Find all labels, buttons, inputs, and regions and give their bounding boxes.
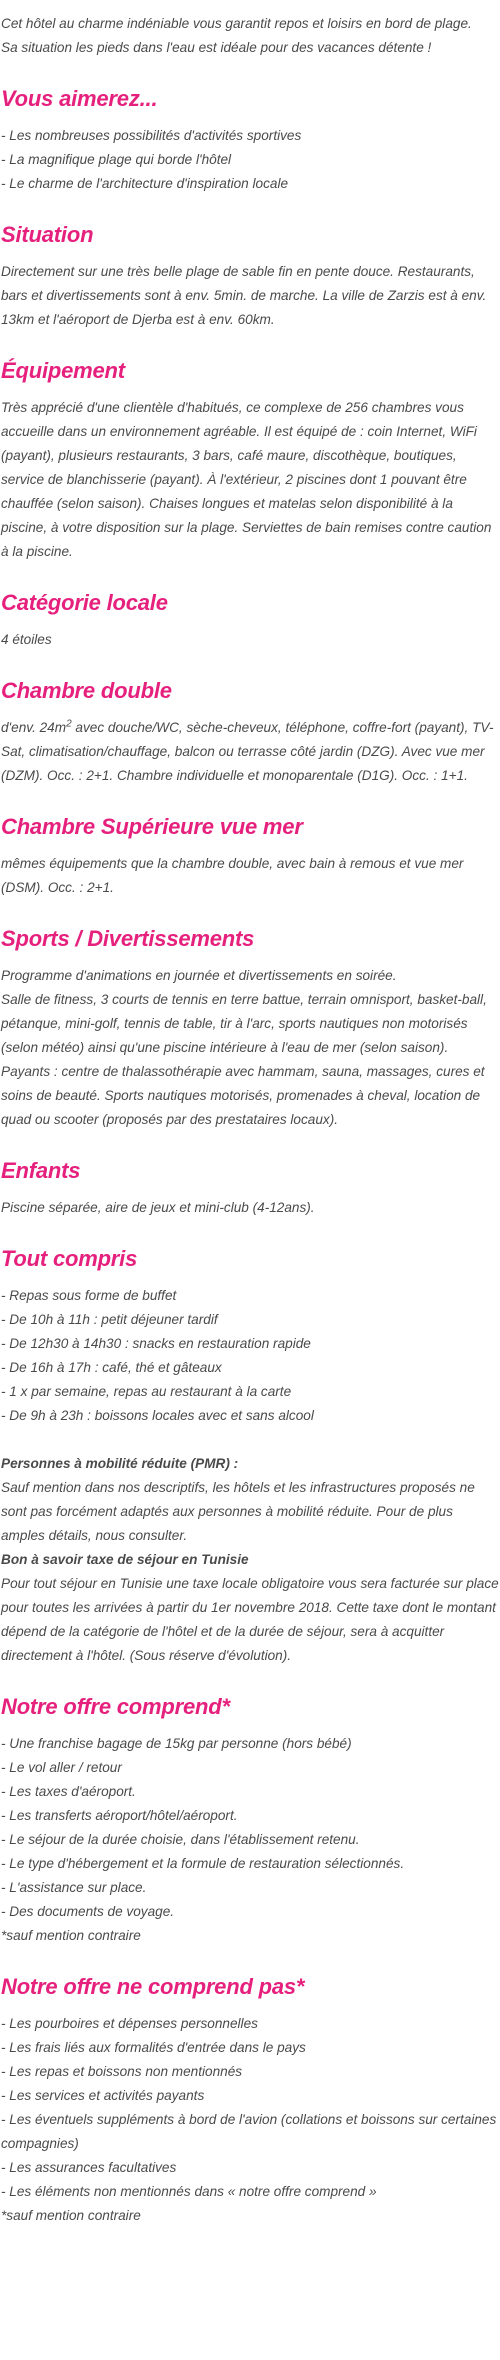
section-title: Tout compris: [1, 1246, 138, 1271]
section-title: Catégorie locale: [1, 590, 168, 615]
list-item: - Le type d'hébergement et la formule de restauration sélectionnés.: [1, 1856, 405, 1871]
list-item: - Les frais liés aux formalités d'entrée dans le pays: [1, 2040, 306, 2055]
room-details-text: avec douche/WC, sèche-cheveux, téléphone, coffre-fort (payant), TV-Sat, climatisation/chauffage, balcon ou terrasse côté jardin (DZG). Avec vue mer (DZM). Occ. : 2+1. Chambre individuelle et monoparentale (D1G). Occ. : 1+1.: [1, 720, 494, 783]
list-item: - Les repas et boissons non mentionnés: [1, 2064, 243, 2079]
hotel-description: [0, 12, 500, 2228]
section-title: Vous aimerez...: [1, 86, 158, 111]
list-item: - De 12h30 à 14h30 : snacks en restauration rapide: [1, 1336, 311, 1351]
section-chambre-double: [1, 676, 500, 788]
list-item: - Les taxes d'aéroport.: [1, 1784, 136, 1799]
list-item: - Les services et activités payants: [1, 2088, 205, 2103]
section-title: Sports / Divertissements: [1, 926, 255, 951]
section-vous-aimerez: [1, 84, 500, 196]
section-text: [1, 716, 500, 788]
spacer: [1, 1428, 500, 1452]
footnote: *sauf mention contraire: [1, 2208, 141, 2223]
included-list: [1, 1732, 500, 1948]
list-item: - Les pourboires et dépenses personnelles: [1, 2016, 258, 2031]
section-sports: [1, 924, 500, 1132]
pmr-heading: Personnes à mobilité réduite (PMR) :: [1, 1456, 239, 1471]
section-text: 4 étoiles: [1, 632, 52, 647]
section-title: Équipement: [1, 358, 125, 383]
pmr-text: Sauf mention dans nos descriptifs, les hôtels et les infrastructures proposés ne sont pas forcément adaptés aux personnes à mobilité réduite. Pour de plus amples détails, nous consulter.: [1, 1480, 475, 1543]
section-text: Salle de fitness, 3 courts de tennis en terre battue, terrain omnisport, basket-ball, pétanque, mini-golf, tennis de table, tir à l'arc, sports nautiques non motorisés (selon météo) ainsi qu'une piscine intérieure à l'eau de mer (selon saison).: [1, 992, 487, 1055]
section-title: Notre offre comprend*: [1, 1694, 230, 1719]
list-item: - Les éventuels suppléments à bord de l'avion (collations et boissons sur certaines compagnies): [1, 2112, 497, 2151]
section-text: Programme d'animations en journée et divertissements en soirée.: [1, 968, 397, 983]
section-title: Situation: [1, 222, 94, 247]
superscript: 2: [66, 718, 72, 730]
list-item: - L'assistance sur place.: [1, 1880, 147, 1895]
section-chambre-superieure: [1, 812, 500, 900]
section-enfants: [1, 1156, 500, 1220]
all-inclusive-list: [1, 1284, 500, 1428]
list-item: - Les transferts aéroport/hôtel/aéroport.: [1, 1808, 238, 1823]
list-item: - Les assurances facultatives: [1, 2160, 177, 2175]
list-item: - La magnifique plage qui borde l'hôtel: [1, 152, 232, 167]
tax-text: Pour tout séjour en Tunisie une taxe locale obligatoire vous sera facturée sur place pour toutes les arrivées à partir du 1er novembre 2018. Cette taxe dont le montant dépend de la catégorie de l'hôtel et de la durée de séjour, sera à acquitter directement à l'hôtel. (Sous réserve d'évolution).: [1, 1576, 499, 1663]
list-item: - De 16h à 17h : café, thé et gâteaux: [1, 1360, 222, 1375]
footnote: *sauf mention contraire: [1, 1928, 141, 1943]
section-offre-ne-comprend: [1, 1972, 500, 2228]
section-offre-comprend: [1, 1692, 500, 1948]
section-title: Chambre Supérieure vue mer: [1, 814, 303, 839]
list-item: - De 9h à 23h : boissons locales avec et sans alcool: [1, 1408, 314, 1423]
list-item: - Le vol aller / retour: [1, 1760, 122, 1775]
section-equipement: [1, 356, 500, 564]
section-text: mêmes équipements que la chambre double, avec bain à remous et vue mer (DSM). Occ. : 2+1.: [1, 856, 464, 895]
list-item: - Le charme de l'architecture d'inspiration locale: [1, 176, 289, 191]
list-item: - Les éléments non mentionnés dans « notre offre comprend »: [1, 2184, 377, 2199]
intro-line-1: Cet hôtel au charme indéniable vous garantit repos et loisirs en bord de plage.: [1, 16, 472, 31]
list-item: - Une franchise bagage de 15kg par personne (hors bébé): [1, 1736, 352, 1751]
section-tout-compris: [1, 1244, 500, 1428]
intro-line-2: Sa situation les pieds dans l'eau est idéale pour des vacances détente !: [1, 40, 432, 55]
list-item: - 1 x par semaine, repas au restaurant à la carte: [1, 1384, 292, 1399]
room-size-text: d'env. 24m: [1, 720, 67, 735]
section-text: Directement sur une très belle plage de sable fin en pente douce. Restaurants, bars et divertissements sont à env. 5min. de marche. La ville de Zarzis est à env. 13km et l'aéroport de Djerba est à env. 60km.: [1, 264, 487, 327]
list-item: - Repas sous forme de buffet: [1, 1288, 177, 1303]
section-title: Enfants: [1, 1158, 81, 1183]
intro-text: [1, 12, 500, 60]
list-item: - Le séjour de la durée choisie, dans l'établissement retenu.: [1, 1832, 360, 1847]
section-situation: [1, 220, 500, 332]
section-text: Piscine séparée, aire de jeux et mini-club (4-12ans).: [1, 1200, 315, 1215]
excluded-list: [1, 2012, 500, 2228]
list-item: - Des documents de voyage.: [1, 1904, 175, 1919]
tax-heading: Bon à savoir taxe de séjour en Tunisie: [1, 1552, 249, 1567]
highlights-list: [1, 124, 500, 196]
list-item: - Les nombreuses possibilités d'activités sportives: [1, 128, 302, 143]
section-text: Très apprécié d'une clientèle d'habitués, ce complexe de 256 chambres vous accueille dans un environnement agréable. Il est équipé de : coin Internet, WiFi (payant), plusieurs restaurants, 3 bars, café maure, discothèque, boutiques, service de blanchisserie (payant). À l'extérieur, 2 piscines dont 1 pouvant être chauffée (selon saison). Chaises longues et matelas selon disponibilité à la piscine, à votre disposition sur la plage. Serviettes de bain remises contre caution à la piscine.: [1, 400, 492, 559]
section-title: Chambre double: [1, 678, 172, 703]
section-pmr: [1, 1452, 500, 1668]
section-text: Payants : centre de thalassothérapie avec hammam, sauna, massages, cures et soins de beauté. Sports nautiques motorisés, promenades à cheval, location de quad ou scooter (proposés par des prestataires locaux).: [1, 1064, 485, 1127]
list-item: - De 10h à 11h : petit déjeuner tardif: [1, 1312, 218, 1327]
section-title: Notre offre ne comprend pas*: [1, 1974, 305, 1999]
section-categorie: [1, 588, 500, 652]
